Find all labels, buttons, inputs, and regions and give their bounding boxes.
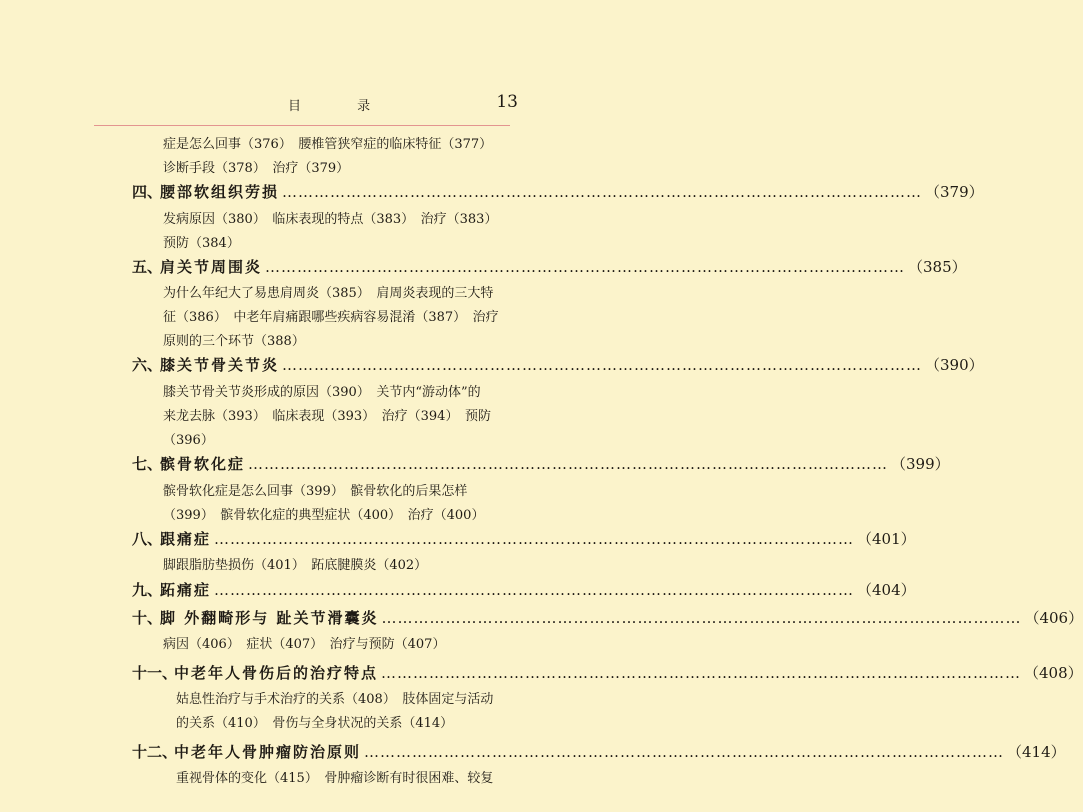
page-ref: （401）: [857, 530, 916, 548]
toc-heading: [132, 353, 984, 377]
page-ref: （414）: [1007, 743, 1066, 761]
toc-heading: [132, 661, 1083, 685]
toc-heading: [132, 578, 916, 602]
toc-subentry: 来龙去脉（393） 临床表现（393） 治疗（394） 预防: [163, 409, 491, 424]
section-title: 肩关节周围炎: [160, 258, 263, 276]
toc-subentry: 重视骨体的变化（415） 骨肿瘤诊断有时很困难、较复: [176, 771, 494, 786]
toc-subentry: 原则的三个环节（388）: [163, 334, 305, 349]
leader-dots: …………………………………………………………………………………………………………: [381, 664, 1022, 682]
leader-dots: …………………………………………………………………………………………………………: [248, 455, 889, 473]
header-rule: [94, 125, 510, 126]
toc-subentry: 姑息性治疗与手术治疗的关系（408） 肢体固定与活动: [176, 692, 494, 707]
page-ref: （408）: [1024, 664, 1083, 682]
section-number: 七、: [132, 455, 163, 473]
leader-dots: …………………………………………………………………………………………………………: [214, 530, 855, 548]
toc-heading: [132, 452, 950, 476]
toc-subentry: 预防（384）: [163, 236, 240, 251]
toc-heading: [132, 180, 984, 204]
section-title: 脚 外翻畸形与 趾关节滑囊炎: [160, 609, 379, 627]
toc-subentry: 病因（406） 症状（407） 治疗与预防（407）: [163, 637, 446, 652]
section-number: 十一、: [132, 664, 178, 682]
toc-subentry: 脚跟脂肪垫损伤（401） 跖底腱膜炎（402）: [163, 558, 428, 573]
toc-subentry: 征（386） 中老年肩痛跟哪些疾病容易混淆（387） 治疗: [163, 310, 499, 325]
toc-heading: [132, 527, 916, 551]
section-title: 跖痛症: [160, 581, 212, 599]
toc-subentry: 症是怎么回事（376） 腰椎管狭窄症的临床特征（377）: [163, 137, 493, 152]
section-title: 中老年人骨肿瘤防治原则: [174, 743, 362, 761]
page-ref: （399）: [891, 455, 950, 473]
page-ref: （390）: [925, 356, 984, 374]
toc-heading: [132, 740, 1066, 764]
page-ref: （404）: [857, 581, 916, 599]
section-title: 中老年人骨伤后的治疗特点: [174, 664, 379, 682]
section-title: 膝关节骨关节炎: [160, 356, 280, 374]
page-ref: （385）: [908, 258, 967, 276]
section-number: 五、: [132, 258, 163, 276]
toc-subentry: 为什么年纪大了易患肩周炎（385） 肩周炎表现的三大特: [163, 286, 494, 301]
header-title: 目 录: [288, 99, 397, 114]
toc-subentry: 诊断手段（378） 治疗（379）: [163, 161, 350, 176]
page-number: 13: [496, 92, 518, 112]
section-number: 六、: [132, 356, 163, 374]
section-title: 髌骨软化症: [160, 455, 246, 473]
leader-dots: …………………………………………………………………………………………………………: [381, 609, 1022, 627]
page-header: [0, 91, 600, 121]
toc-heading: [132, 606, 1083, 630]
leader-dots: …………………………………………………………………………………………………………: [282, 356, 923, 374]
section-title: 腰部软组织劳损: [160, 183, 280, 201]
toc-subentry: 膝关节骨关节炎形成的原因（390） 关节内“游动体”的: [163, 385, 481, 400]
toc-heading: [132, 255, 967, 279]
section-number: 九、: [132, 581, 163, 599]
section-number: 八、: [132, 530, 163, 548]
toc-subentry: （396）: [163, 433, 214, 448]
toc-subentry: （399） 髌骨软化症的典型症状（400） 治疗（400）: [163, 508, 485, 523]
leader-dots: …………………………………………………………………………………………………………: [214, 581, 855, 599]
section-number: 四、: [132, 183, 163, 201]
leader-dots: …………………………………………………………………………………………………………: [282, 183, 923, 201]
section-number: 十、: [132, 609, 163, 627]
page-ref: （406）: [1024, 609, 1083, 627]
toc-subentry: 的关系（410） 骨伤与全身状况的关系（414）: [176, 716, 454, 731]
leader-dots: …………………………………………………………………………………………………………: [364, 743, 1005, 761]
section-title: 跟痛症: [160, 530, 212, 548]
leader-dots: …………………………………………………………………………………………………………: [265, 258, 906, 276]
page-ref: （379）: [925, 183, 984, 201]
toc-subentry: 发病原因（380） 临床表现的特点（383） 治疗（383）: [163, 212, 498, 227]
toc-subentry: 髌骨软化症是怎么回事（399） 髌骨软化的后果怎样: [163, 484, 468, 499]
section-number: 十二、: [132, 743, 178, 761]
